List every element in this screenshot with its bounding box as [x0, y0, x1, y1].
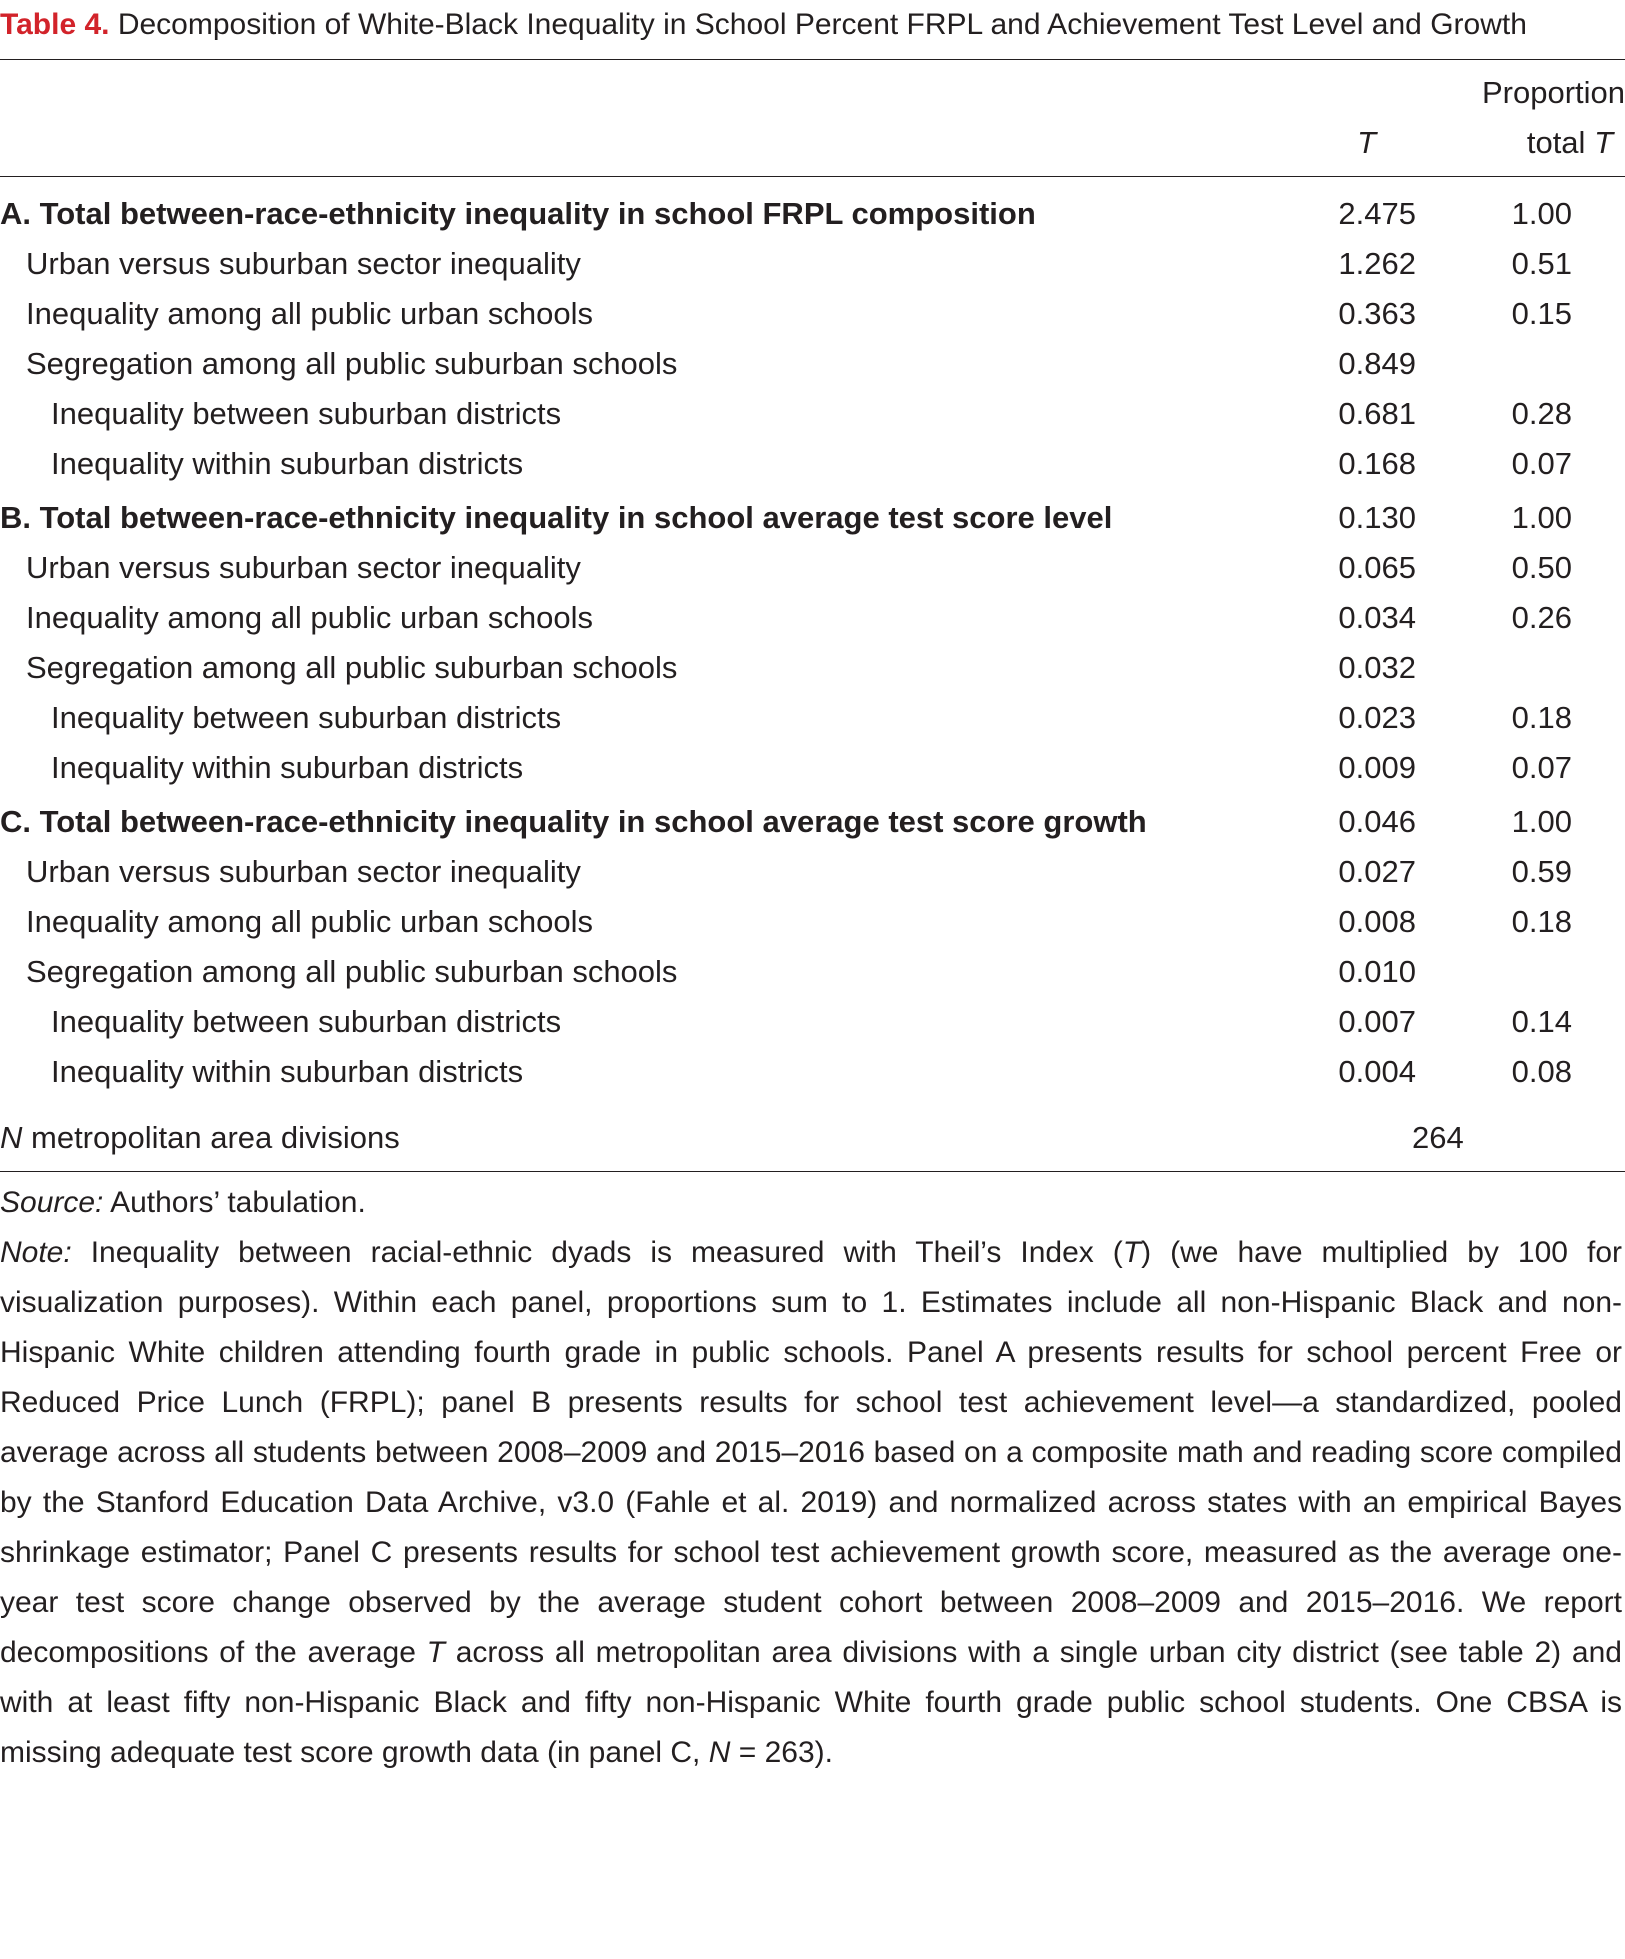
source-label: Source:	[0, 1186, 104, 1219]
n-label-text: metropolitan area divisions	[22, 1120, 400, 1155]
row-label: Inequality between suburban districts	[51, 396, 562, 431]
row-prop	[1446, 947, 1625, 997]
n-value: 264	[1412, 1120, 1464, 1155]
panel-b-title: B. Total between-race-ethnicity inequality in school average test score level	[0, 500, 1113, 535]
decomposition-table	[0, 60, 1625, 1172]
note-text-3: across all metropolitan area divisions with a single urban city district (see table 2) and with at least fifty non-Hispanic Black and fifty non-Hispanic White fourth grade public school students. One CBSA is missing adequate test score growth data (in panel C,	[0, 1636, 1622, 1769]
row-t: 0.681	[1338, 396, 1416, 431]
row-prop	[1446, 643, 1625, 693]
table-caption	[0, 0, 1622, 49]
table-title: Decomposition of White-Black Inequality in School Percent FRPL and Achievement Test Level and Growth	[117, 8, 1527, 41]
note-n-symbol: N	[708, 1736, 731, 1769]
table-header	[0, 60, 1625, 177]
row-prop: 0.18	[1511, 700, 1572, 735]
table-row	[0, 1047, 1625, 1097]
source-text: Authors’ tabulation.	[103, 1186, 366, 1219]
panel-b	[0, 489, 1625, 793]
note-text-2: ) (we have multiplied by 100 for visualization purposes). Within each panel, proportions sum to 1. Estimates include all non-Hispanic Black and non-Hispanic White children attending fourth grade in public schools. Panel A presents results for school percent Free or Reduced Price Lunch (FRPL); panel B presents results for school test achievement level—a standardized, pooled average across all students between 2008–2009 and 2015–2016 based on a composite math and reading score compiled by the Stanford Education Data Archive, v3.0 (Fahle et al. 2019) and normalized across states with an empirical Bayes shrinkage estimator; Panel C presents results for school test achievement growth score, measured as the average one-year test score change observed by the average student cohort between 2008–2009 and 2015–2016. We report decompositions of the average	[0, 1236, 1622, 1669]
table-row	[0, 947, 1625, 997]
header-empty-cell	[1278, 60, 1446, 118]
header-total-text: total	[1526, 125, 1595, 160]
row-t: 1.262	[1338, 246, 1416, 281]
panel-c-title-row	[0, 793, 1625, 847]
row-t: 0.065	[1338, 550, 1416, 585]
row-label: Urban versus suburban sector inequality	[26, 550, 581, 585]
row-label: Inequality among all public urban schools	[26, 296, 593, 331]
panel-a	[0, 177, 1625, 489]
table-row	[0, 239, 1625, 289]
note-label: Note:	[0, 1236, 72, 1269]
table-row	[0, 339, 1625, 389]
row-prop: 0.15	[1511, 296, 1572, 331]
table-notes	[0, 1172, 1622, 1778]
row-t: 0.363	[1338, 296, 1416, 331]
note-paragraph	[0, 1228, 1622, 1778]
row-t: 0.008	[1338, 904, 1416, 939]
row-label: Urban versus suburban sector inequality	[26, 854, 581, 889]
header-empty-cell	[0, 118, 1278, 176]
table-label: Table 4.	[0, 8, 110, 41]
table-row	[0, 439, 1625, 489]
panel-c-t: 0.046	[1338, 804, 1416, 839]
note-text-1: Inequality between racial-ethnic dyads is measured with Theil’s Index (	[71, 1236, 1123, 1269]
row-t: 0.027	[1338, 854, 1416, 889]
row-prop: 0.51	[1511, 246, 1572, 281]
note-t-symbol-2: T	[426, 1636, 445, 1669]
row-t: 0.023	[1338, 700, 1416, 735]
row-prop: 0.26	[1511, 600, 1572, 635]
row-t: 0.010	[1338, 954, 1416, 989]
table-row	[0, 289, 1625, 339]
row-t: 0.034	[1338, 600, 1416, 635]
table-row	[0, 643, 1625, 693]
table-row	[0, 693, 1625, 743]
note-text-4: = 263).	[730, 1736, 833, 1769]
n-section	[0, 1097, 1625, 1172]
row-t: 0.168	[1338, 446, 1416, 481]
n-label-symbol: N	[0, 1120, 23, 1155]
header-proportion-line2	[1446, 118, 1625, 176]
row-label: Inequality between suburban districts	[51, 700, 562, 735]
row-label: Urban versus suburban sector inequality	[26, 246, 581, 281]
row-label: Inequality among all public urban schools	[26, 904, 593, 939]
row-prop: 0.14	[1511, 1004, 1572, 1039]
panel-c-title: C. Total between-race-ethnicity inequality in school average test score growth	[0, 804, 1147, 839]
header-total-t: T	[1594, 125, 1613, 160]
row-label: Inequality within suburban districts	[51, 1054, 524, 1089]
panel-c-prop: 1.00	[1511, 804, 1572, 839]
panel-b-prop: 1.00	[1511, 500, 1572, 535]
row-prop: 0.18	[1511, 904, 1572, 939]
row-t: 0.007	[1338, 1004, 1416, 1039]
row-prop: 0.07	[1511, 750, 1572, 785]
source-note	[0, 1178, 1622, 1228]
header-empty-cell	[0, 60, 1278, 118]
row-t: 0.849	[1338, 346, 1416, 381]
row-label: Segregation among all public suburban schools	[26, 346, 678, 381]
table-row	[0, 543, 1625, 593]
note-t-symbol-1: T	[1122, 1236, 1142, 1269]
panel-a-title-row	[0, 177, 1625, 239]
table-row	[0, 847, 1625, 897]
panel-b-t: 0.130	[1338, 500, 1416, 535]
table-row	[0, 389, 1625, 439]
row-prop	[1446, 339, 1625, 389]
row-t: 0.032	[1338, 650, 1416, 685]
row-prop: 0.59	[1511, 854, 1572, 889]
row-label: Segregation among all public suburban schools	[26, 650, 678, 685]
row-label: Inequality within suburban districts	[51, 446, 524, 481]
table-row	[0, 593, 1625, 643]
table-row	[0, 997, 1625, 1047]
row-label: Inequality within suburban districts	[51, 750, 524, 785]
panel-c	[0, 793, 1625, 1097]
panel-a-title: A. Total between-race-ethnicity inequality in school FRPL composition	[0, 196, 1036, 231]
row-t: 0.009	[1338, 750, 1416, 785]
row-prop: 0.50	[1511, 550, 1572, 585]
panel-a-t: 2.475	[1338, 196, 1416, 231]
row-prop: 0.28	[1511, 396, 1572, 431]
header-proportion-line1: Proportion	[1481, 75, 1625, 110]
row-label: Inequality among all public urban schools	[26, 600, 593, 635]
row-prop: 0.08	[1511, 1054, 1572, 1089]
table-row	[0, 897, 1625, 947]
row-t: 0.004	[1338, 1054, 1416, 1089]
panel-a-prop: 1.00	[1511, 196, 1572, 231]
table-row	[0, 743, 1625, 793]
panel-b-title-row	[0, 489, 1625, 543]
n-label	[0, 1097, 1278, 1171]
row-label: Segregation among all public suburban schools	[26, 954, 678, 989]
row-label: Inequality between suburban districts	[51, 1004, 562, 1039]
n-row	[0, 1097, 1625, 1171]
header-t: T	[1357, 125, 1376, 160]
row-prop: 0.07	[1511, 446, 1572, 481]
